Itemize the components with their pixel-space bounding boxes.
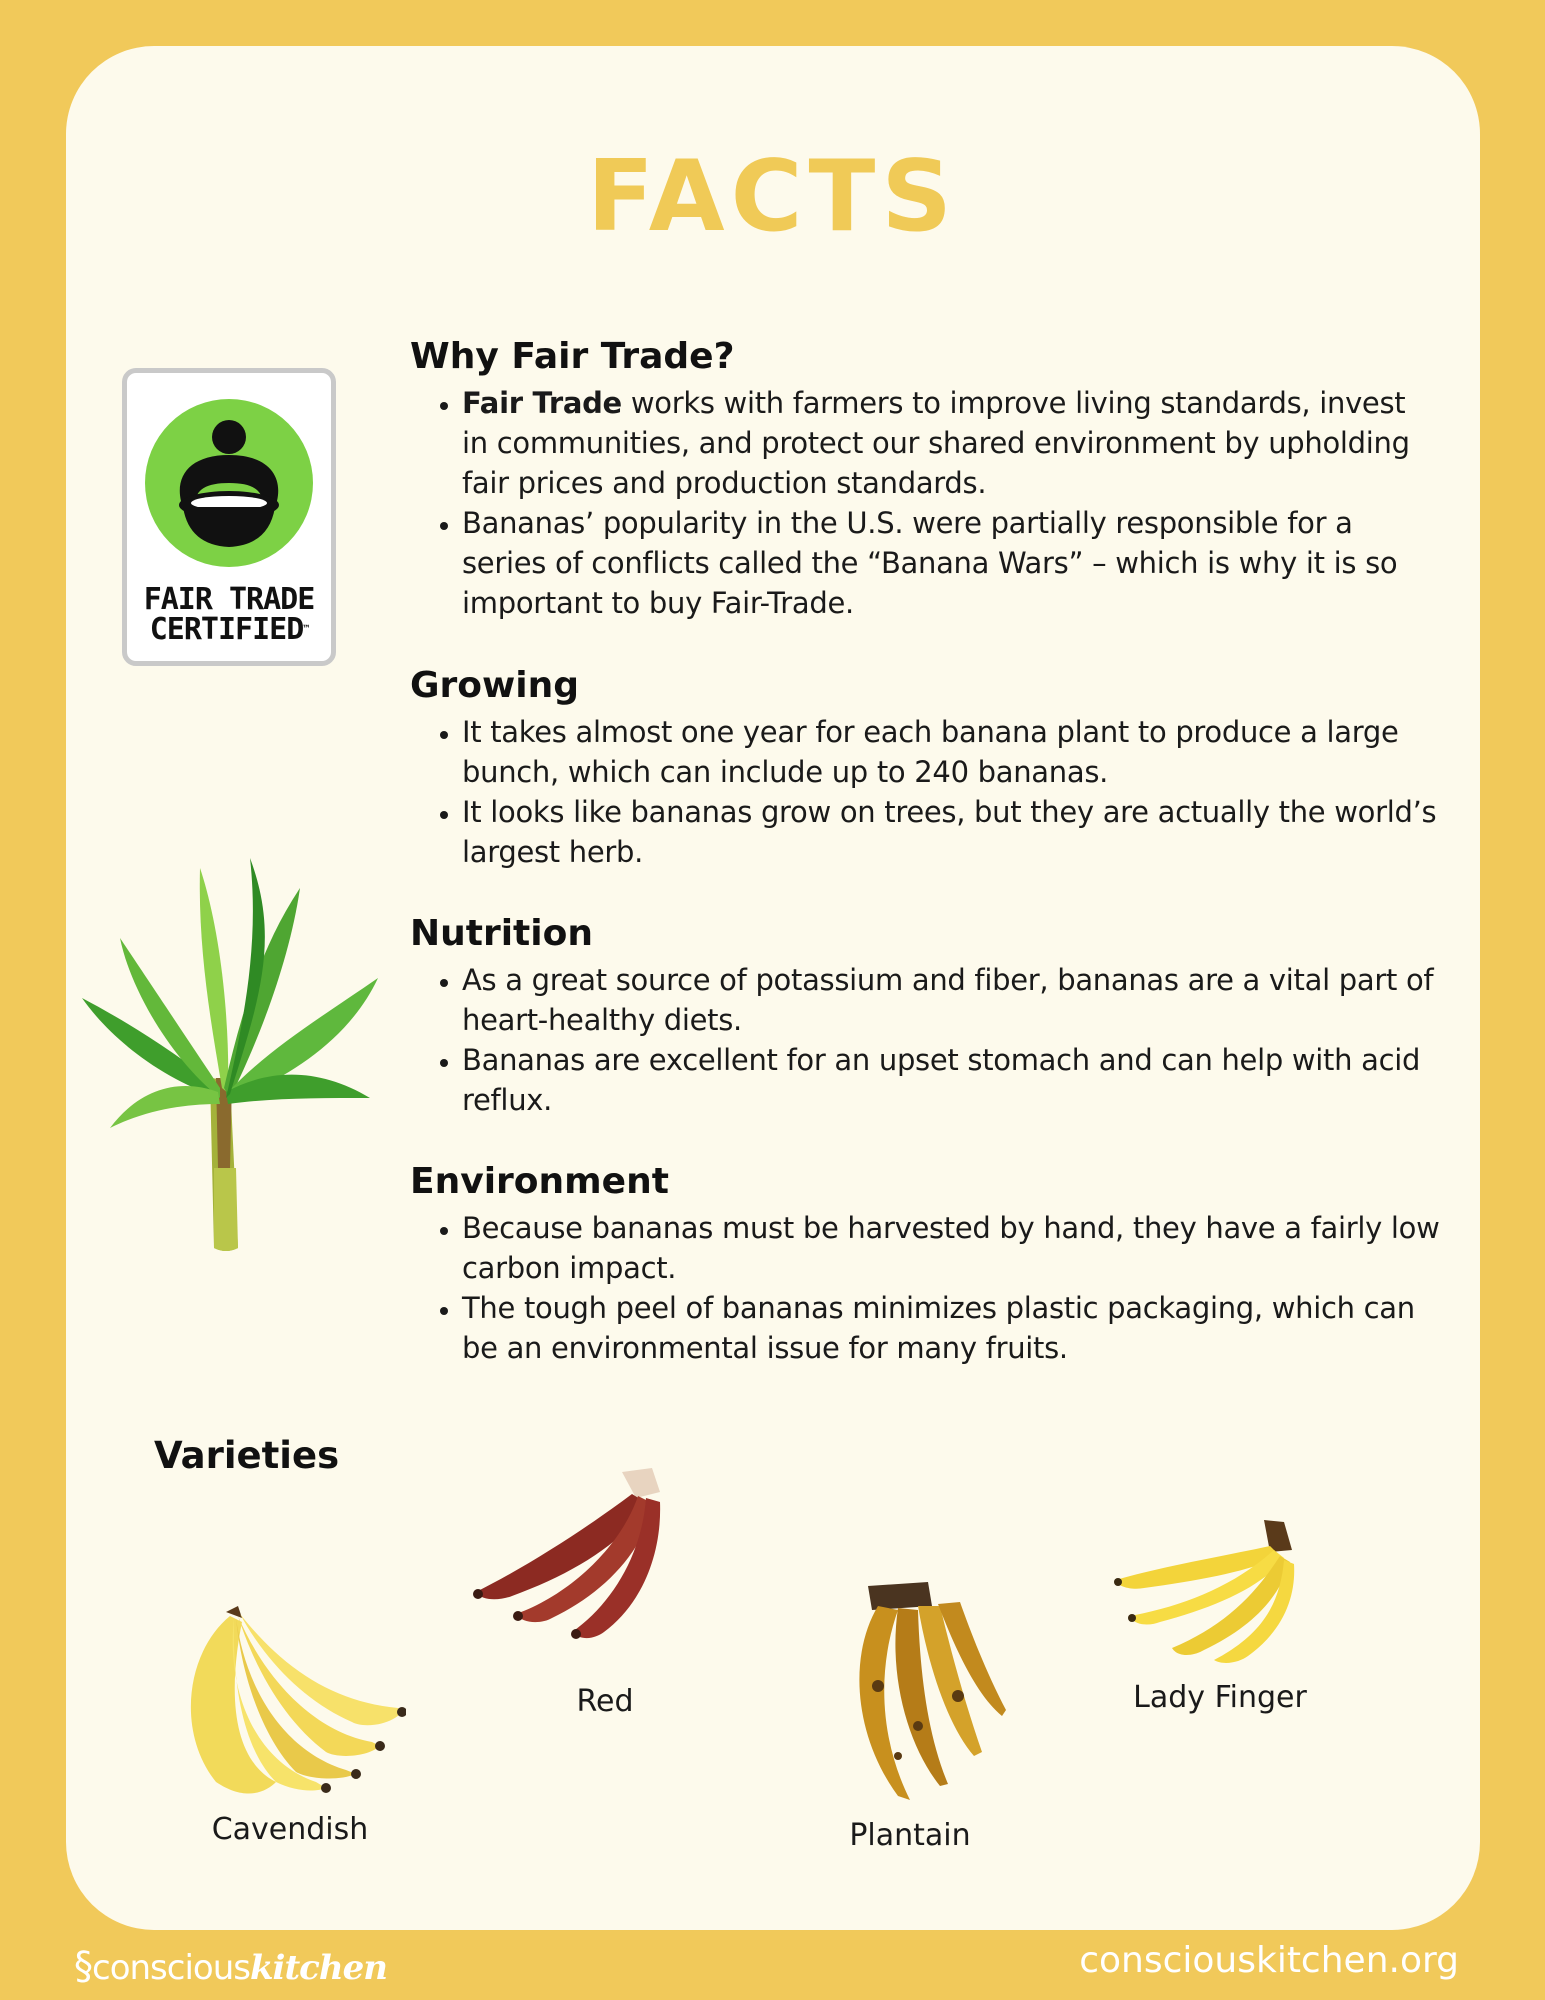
footer-website-link[interactable]: consciouskitchen.org bbox=[1079, 1940, 1459, 1981]
fair-trade-line1: FAIR TRADE bbox=[143, 582, 315, 617]
fair-trade-certified-logo bbox=[122, 368, 336, 666]
bullet-list bbox=[410, 712, 1440, 872]
section-heading: Environment bbox=[410, 1161, 669, 1202]
conscious-kitchen-logo: §consciouskitchen bbox=[74, 1944, 387, 1988]
list-item: • Bananas’ popularity in the U.S. were partially responsible for a series of conflicts called the “Banana Wars” – which is why it is so important to buy Fair-Trade. bbox=[462, 503, 1440, 623]
variety-label-lady-finger: Lady Finger bbox=[1133, 1680, 1307, 1715]
list-item: • Because bananas must be harvested by hand, they have a fairly low carbon impact. bbox=[462, 1208, 1440, 1288]
fair-trade-line2: CERTIFIED™ bbox=[149, 612, 309, 647]
bullet-list bbox=[410, 383, 1440, 623]
list-item: • It takes almost one year for each banana plant to produce a large bunch, which can include up to 240 bananas. bbox=[462, 712, 1440, 792]
red-banana-image bbox=[472, 1464, 682, 1648]
fair-trade-emblem-icon bbox=[139, 393, 319, 573]
variety-label-plantain: Plantain bbox=[849, 1818, 971, 1853]
section-heading: Growing bbox=[410, 665, 580, 706]
list-item: • Fair Trade works with farmers to improve living standards, invest in communities, and protect our shared environment by upholding fair prices and production standards. bbox=[462, 383, 1440, 503]
variety-label-red: Red bbox=[576, 1684, 634, 1719]
cavendish-banana-icon bbox=[176, 1592, 406, 1802]
lady-finger-banana-image bbox=[1114, 1516, 1300, 1670]
variety-label-cavendish: Cavendish bbox=[211, 1812, 369, 1847]
red-banana-icon bbox=[472, 1464, 682, 1644]
section-heading: Why Fair Trade? bbox=[410, 336, 735, 377]
varieties-heading: Varieties bbox=[154, 1434, 340, 1477]
cavendish-banana-image bbox=[176, 1592, 406, 1806]
list-item: • As a great source of potassium and fiber, bananas are a vital part of heart-healthy diets. bbox=[462, 960, 1440, 1040]
banana-tree-illustration bbox=[80, 848, 380, 1272]
list-item: • The tough peel of bananas minimizes plastic packaging, which can be an environmental issue for many fruits. bbox=[462, 1288, 1440, 1368]
bullet-list bbox=[410, 960, 1440, 1120]
section-nutrition bbox=[410, 913, 1440, 1120]
lady-finger-banana-icon bbox=[1114, 1516, 1300, 1666]
list-item: • It looks like bananas grow on trees, but they are actually the world’s largest herb. bbox=[462, 792, 1440, 872]
banana-tree-icon bbox=[80, 848, 380, 1268]
plantain-icon bbox=[848, 1576, 1008, 1806]
section-environment bbox=[410, 1161, 1440, 1368]
plantain-image bbox=[848, 1576, 1008, 1810]
bullet-list bbox=[410, 1208, 1440, 1368]
section-heading: Nutrition bbox=[410, 913, 593, 954]
section-growing bbox=[410, 665, 1440, 872]
list-item: • Bananas are excellent for an upset stomach and can help with acid reflux. bbox=[462, 1040, 1440, 1120]
section-why-fair-trade bbox=[410, 336, 1440, 623]
page-title: FACTS bbox=[587, 140, 958, 254]
leaf-swirl-icon: § bbox=[74, 1944, 92, 1988]
